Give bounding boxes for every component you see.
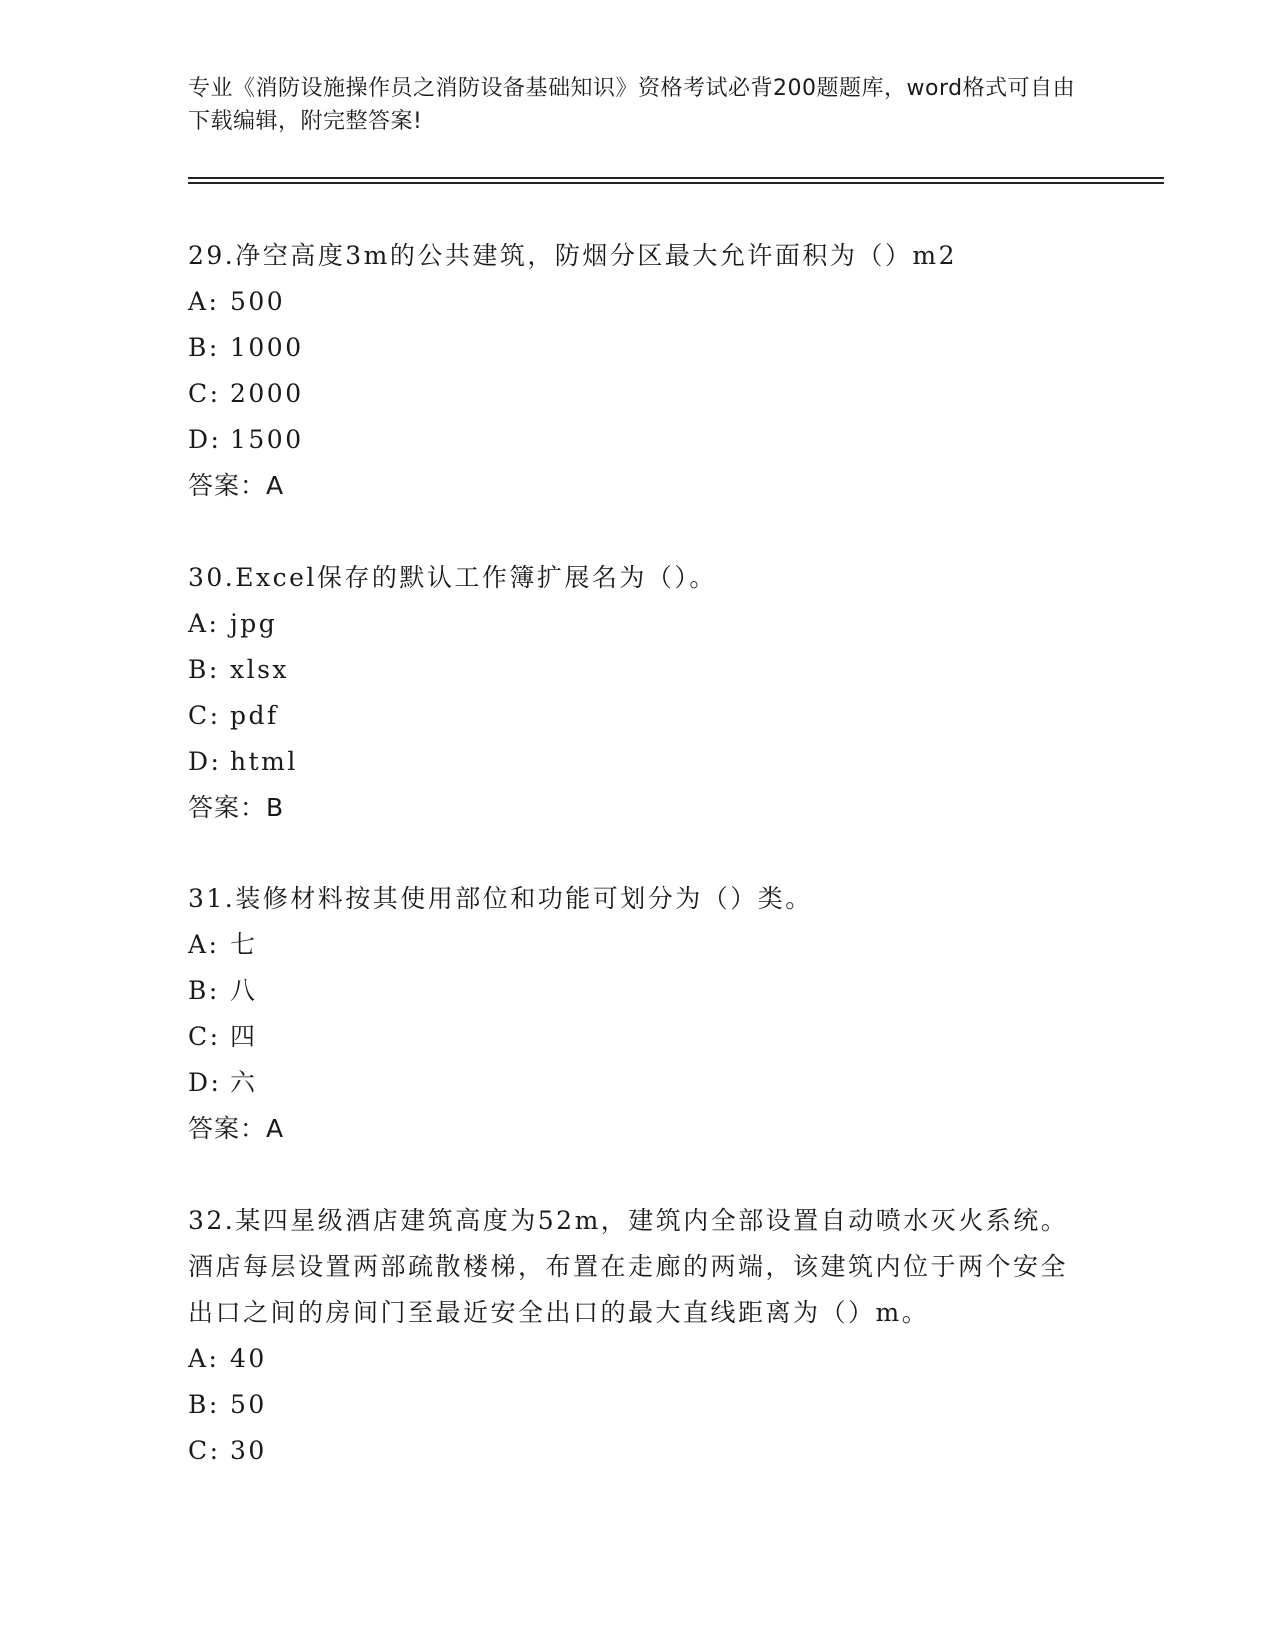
option-d: [188, 1060, 1088, 1106]
option-letter: A:: [188, 287, 220, 316]
option-text: 四: [230, 1022, 258, 1051]
option-text: 八: [230, 976, 258, 1005]
option-text: 50: [230, 1390, 267, 1419]
option-d: [188, 417, 1088, 463]
question-stem: 32.某四星级酒店建筑高度为52m，建筑内全部设置自动喷水灭火系统。酒店每层设置两部疏散楼梯，布置在走廊的两端，该建筑内位于两个安全出口之间的房间门至最近安全出口的最大直线距离为（）m。: [188, 1206, 1069, 1327]
header-divider-top: [188, 177, 1164, 179]
question-30: [188, 555, 1088, 831]
option-a: [188, 922, 1088, 968]
option-c: [188, 1428, 1088, 1474]
option-a: [188, 1336, 1088, 1382]
option-letter: B:: [188, 655, 220, 684]
answer-line: 答案：A: [188, 1114, 285, 1143]
option-b: [188, 1382, 1088, 1428]
option-letter: C:: [188, 701, 221, 730]
option-letter: D:: [188, 747, 222, 776]
answer-line: 答案：A: [188, 471, 285, 500]
question-stem: 31.装修材料按其使用部位和功能可划分为（）类。: [188, 884, 813, 913]
option-text: 2000: [230, 379, 304, 408]
option-letter: C:: [188, 1436, 221, 1465]
option-letter: A:: [188, 930, 220, 959]
option-text: jpg: [230, 609, 278, 638]
question-stem: 29.净空高度3m的公共建筑，防烟分区最大允许面积为（）m2: [188, 241, 957, 270]
question-32: [188, 1198, 1088, 1474]
option-letter: A:: [188, 609, 220, 638]
option-text: 40: [230, 1344, 267, 1373]
option-text: 六: [230, 1068, 258, 1097]
question-stem: 30.Excel保存的默认工作簿扩展名为（）。: [188, 563, 717, 592]
option-letter: A:: [188, 1344, 220, 1373]
option-text: pdf: [230, 701, 279, 730]
header-divider-bottom: [188, 182, 1164, 184]
option-text: 1000: [230, 333, 304, 362]
option-text: 1500: [230, 425, 304, 454]
option-a: [188, 601, 1088, 647]
question-31: [188, 876, 1088, 1152]
option-letter: B:: [188, 333, 220, 362]
option-b: [188, 647, 1088, 693]
option-a: [188, 279, 1088, 325]
option-letter: C:: [188, 1022, 221, 1051]
option-letter: C:: [188, 379, 221, 408]
option-d: [188, 739, 1088, 785]
option-letter: D:: [188, 1068, 222, 1097]
answer-line: 答案：B: [188, 793, 285, 822]
option-text: 500: [230, 287, 286, 316]
option-letter: D:: [188, 425, 222, 454]
option-b: [188, 325, 1088, 371]
option-c: [188, 1014, 1088, 1060]
option-b: [188, 968, 1088, 1014]
option-text: html: [230, 747, 298, 776]
option-letter: B:: [188, 976, 220, 1005]
option-c: [188, 371, 1088, 417]
option-text: 七: [230, 930, 258, 959]
question-29: [188, 233, 1088, 509]
option-text: 30: [230, 1436, 267, 1465]
document-header: 专业《消防设施操作员之消防设备基础知识》资格考试必背200题题库，word格式可自由下载编辑，附完整答案!: [188, 76, 1076, 134]
option-text: xlsx: [230, 655, 290, 684]
option-letter: B:: [188, 1390, 220, 1419]
option-c: [188, 693, 1088, 739]
